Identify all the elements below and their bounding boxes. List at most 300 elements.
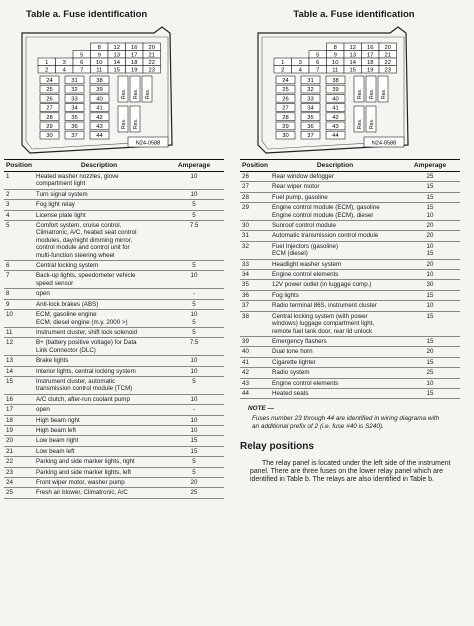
fuse-number: 41	[96, 105, 103, 112]
table-row	[240, 270, 460, 280]
fuse-amperage	[400, 311, 460, 336]
fuse-number: 33	[307, 96, 314, 103]
fuse-number: 25	[46, 87, 53, 94]
description-line: Engine control elements	[272, 271, 339, 279]
fuse-number: 26	[282, 96, 289, 103]
fuse-position: 18	[4, 415, 34, 425]
fuse-amperage	[164, 457, 224, 467]
fuse-amperage	[400, 347, 460, 357]
fuse-number: 1	[45, 59, 49, 66]
fuse-amperage	[164, 221, 224, 261]
description-line: Dual tone horn	[272, 348, 313, 356]
fuse-number: 8	[333, 44, 337, 51]
fuse-amperage	[164, 299, 224, 309]
fuse-position: 25	[4, 488, 34, 498]
fuse-position: 23	[4, 467, 34, 477]
fuse-number: 39	[96, 87, 103, 94]
description-line: Link Connector (DLC)	[36, 346, 96, 354]
fuse-number: 37	[71, 133, 78, 140]
fuse-description	[34, 289, 164, 299]
table-row	[240, 231, 460, 241]
fuse-table-right	[240, 159, 460, 399]
fuse-number: 25	[282, 87, 289, 94]
fuse-number: 22	[384, 59, 391, 66]
description-line: Back-up lights, speedometer vehicle	[36, 272, 136, 280]
fuse-description	[270, 301, 400, 311]
description-line: High beam right	[36, 416, 80, 424]
fuse-position: 17	[4, 405, 34, 415]
fuse-description	[270, 270, 400, 280]
amperage-value: 20	[426, 260, 434, 268]
amperage-value: 10	[190, 367, 198, 375]
header-position: Position	[240, 160, 270, 172]
amperage-value: 10	[426, 271, 434, 279]
amperage-value: 15	[426, 193, 434, 201]
fuse-description	[34, 488, 164, 498]
reserve-label: Res.	[121, 88, 127, 99]
fuse-number: 27	[46, 105, 53, 112]
reserve-label: Res.	[357, 88, 363, 99]
amperage-value: 15	[426, 312, 434, 320]
fuse-description	[270, 311, 400, 336]
fuse-number: 15	[349, 67, 356, 74]
fuse-position: 14	[4, 366, 34, 376]
fuse-description	[34, 271, 164, 289]
description-line: Fog light relay	[36, 201, 75, 209]
fuse-number: 7	[316, 67, 320, 74]
fuse-position: 8	[4, 289, 34, 299]
description-line: Interior lights, central locking system	[36, 367, 136, 375]
fuse-amperage	[400, 388, 460, 398]
amperage-value: 20	[190, 479, 198, 486]
table-row	[4, 436, 224, 446]
fuse-description	[34, 366, 164, 376]
fuse-description	[270, 368, 400, 378]
description-line: Low beam left	[36, 447, 75, 455]
fuse-panel-svg-right	[240, 23, 468, 159]
fuse-description	[34, 425, 164, 435]
fuse-description	[270, 203, 400, 221]
fuse-description	[270, 182, 400, 192]
description-line: Radio system	[272, 369, 310, 377]
fuse-description	[34, 310, 164, 328]
fuse-amperage	[400, 280, 460, 290]
amperage-value: 15	[426, 183, 434, 191]
fuse-number: 4	[62, 67, 66, 74]
fuse-position: 11	[4, 327, 34, 337]
amperage-value: 10	[190, 416, 198, 424]
fuse-table-body-left	[4, 172, 224, 499]
fuse-description	[270, 336, 400, 346]
fuse-position: 36	[240, 290, 270, 300]
fuse-amperage	[164, 210, 224, 220]
fuse-description	[34, 405, 164, 415]
amperage-value: 15	[190, 437, 198, 445]
fuse-position: 6	[4, 261, 34, 271]
description-line: Comfort system, cruise control,	[36, 222, 122, 230]
description-line: modules, day/night dimming mirror,	[36, 236, 133, 244]
fuse-number: 36	[71, 124, 78, 130]
amperage-value: 5	[192, 377, 196, 385]
table-row	[4, 356, 224, 366]
table-row	[240, 388, 460, 398]
description-line: ECM, gasoline engine	[36, 311, 97, 319]
fuse-amperage	[164, 289, 224, 299]
fuse-amperage	[164, 405, 224, 415]
amperage-value: 15	[426, 204, 434, 212]
fuse-number: 42	[96, 114, 103, 121]
description-line: control module and control unit for	[36, 244, 130, 252]
description-line: Fuel pump, gasoline	[272, 193, 328, 201]
diagram-caption: N24-0588	[135, 140, 161, 147]
table-row	[240, 192, 460, 202]
amperage-value: 25	[190, 489, 198, 497]
description-line: Sunroof control module	[272, 222, 336, 230]
fuse-number: 23	[384, 67, 391, 74]
fuse-number: 40	[332, 96, 339, 103]
fuse-position: 38	[240, 311, 270, 336]
fuse-number: 16	[367, 44, 374, 51]
reserve-label: Res.	[369, 88, 375, 99]
fuse-amperage	[164, 488, 224, 498]
table-row	[4, 457, 224, 467]
fuse-amperage	[400, 241, 460, 259]
table-row	[240, 241, 460, 259]
fuse-position: 34	[240, 270, 270, 280]
fuse-amperage	[164, 467, 224, 477]
fuse-number: 35	[307, 114, 314, 121]
fuse-amperage	[400, 221, 460, 231]
description-line: Fuel Injectors (gasoline)	[272, 242, 339, 250]
description-line: Climatronic, A/C, heated seat control	[36, 229, 137, 237]
fuse-position: 37	[240, 301, 270, 311]
fuse-number: 17	[367, 52, 374, 59]
amperage-value: 20	[426, 232, 434, 240]
amperage-value: 10	[426, 379, 434, 387]
fuse-position: 1	[4, 172, 34, 190]
table-row	[240, 203, 460, 221]
amperage-value: 5	[192, 468, 196, 476]
description-line: Automatic transmission control module	[272, 232, 379, 240]
fuse-position: 35	[240, 280, 270, 290]
fuse-number: 32	[307, 87, 314, 94]
reserve-label: Res.	[121, 118, 127, 129]
fuse-amperage	[400, 301, 460, 311]
fuse-position: 3	[4, 200, 34, 210]
fuse-amperage	[400, 270, 460, 280]
amperage-value: 10	[190, 173, 198, 180]
fuse-position: 22	[4, 457, 34, 467]
table-row	[240, 221, 460, 231]
left-column	[4, 0, 232, 499]
reserve-label: Res.	[133, 88, 139, 99]
fuse-description	[34, 436, 164, 446]
fuse-position: 19	[4, 425, 34, 435]
left-table-title: Table a. Fuse identification	[26, 9, 148, 20]
fuse-number: 22	[148, 59, 155, 66]
description-line: Rear wiper motor	[272, 183, 320, 191]
description-line: Parking and side marker lights, left	[36, 468, 131, 476]
fuse-position: 7	[4, 271, 34, 289]
fuse-number: 18	[131, 59, 138, 66]
fuse-position: 28	[240, 192, 270, 202]
description-line: Front wiper motor, washer pump	[36, 479, 125, 486]
table-row	[240, 301, 460, 311]
reserve-label: Res.	[369, 118, 375, 129]
header-description: Description	[270, 160, 400, 172]
fuse-number: 14	[349, 59, 356, 66]
fuse-number: 2	[281, 67, 285, 74]
right-table-title: Table a. Fuse identification	[293, 9, 415, 20]
table-row	[4, 289, 224, 299]
amperage-value: 10	[190, 190, 198, 198]
reserve-label: Res.	[145, 88, 151, 99]
fuse-number: 35	[71, 114, 78, 121]
fuse-number: 5	[80, 52, 84, 59]
description-line: remote fuel tank door, rear lid unlock	[272, 327, 373, 335]
description-line: High beam left	[36, 426, 76, 434]
fuse-number: 34	[307, 105, 314, 112]
fuse-number: 41	[332, 105, 339, 112]
fuse-number: 15	[113, 67, 120, 74]
fuse-amperage	[164, 338, 224, 356]
amperage-value: -	[192, 290, 196, 298]
table-row	[4, 221, 224, 261]
table-row	[240, 290, 460, 300]
fuse-position: 39	[240, 336, 270, 346]
table-row	[4, 376, 224, 394]
fuse-description	[34, 415, 164, 425]
fuse-table-body-right	[240, 172, 460, 399]
description-line: windows) luggage compartment light,	[272, 320, 375, 328]
fuse-number: 13	[349, 52, 356, 59]
description-line: open	[36, 290, 50, 298]
table-row	[240, 259, 460, 269]
fuse-amperage	[164, 394, 224, 404]
fuse-number: 12	[113, 44, 120, 51]
fuse-position: 31	[240, 231, 270, 241]
fuse-number: 12	[349, 44, 356, 51]
table-row	[4, 261, 224, 271]
fuse-description	[34, 478, 164, 488]
fuse-amperage	[400, 203, 460, 221]
note-block	[240, 405, 468, 430]
fuse-amperage	[164, 436, 224, 446]
fuse-position: 10	[4, 310, 34, 328]
fuse-description	[270, 347, 400, 357]
note-heading: NOTE —	[248, 405, 274, 413]
fuse-number: 29	[46, 124, 53, 130]
fuse-description	[270, 231, 400, 241]
amperage-value: 5	[192, 318, 196, 326]
table-row	[4, 415, 224, 425]
fuse-number: 28	[282, 114, 289, 121]
description-line: Instrument cluster, shift lock solenoid	[36, 328, 138, 336]
fuse-amperage	[164, 415, 224, 425]
reserve-label: Res.	[357, 118, 363, 129]
description-line: transmission control module (TCM)	[36, 385, 133, 393]
fuse-number: 7	[80, 67, 84, 74]
diagram-caption: N24-0588	[371, 140, 397, 147]
fuse-number: 5	[316, 52, 320, 59]
fuse-amperage	[164, 310, 224, 328]
table-row	[4, 310, 224, 328]
description-line: Parking and side marker lights, right	[36, 458, 135, 466]
fuse-description	[34, 200, 164, 210]
fuse-position: 16	[4, 394, 34, 404]
table-row	[240, 311, 460, 336]
fuse-number: 34	[71, 105, 78, 112]
fuse-position: 44	[240, 388, 270, 398]
fuse-amperage	[164, 376, 224, 394]
description-line: open	[36, 406, 50, 414]
amperage-value: 15	[426, 291, 434, 299]
fuse-position: 30	[240, 221, 270, 231]
fuse-number: 38	[332, 78, 339, 84]
fuse-number: 44	[332, 133, 339, 140]
fuse-amperage	[164, 189, 224, 199]
fuse-description	[34, 221, 164, 261]
header-position: Position	[4, 160, 34, 172]
fuse-number: 20	[384, 44, 391, 51]
description-line: Rear window defogger	[272, 173, 334, 180]
fuse-amperage	[164, 425, 224, 435]
table-row	[240, 182, 460, 192]
fuse-description	[270, 259, 400, 269]
fuse-position: 40	[240, 347, 270, 357]
fuse-number: 37	[307, 133, 314, 140]
description-line: multi-function steering wheel	[36, 251, 115, 259]
fuse-amperage	[164, 356, 224, 366]
fuse-position: 41	[240, 357, 270, 367]
amperage-value: 15	[190, 447, 198, 455]
table-row	[4, 271, 224, 289]
fuse-number: 10	[332, 59, 339, 66]
amperage-value: 15	[426, 389, 434, 397]
header-amperage: Amperage	[164, 160, 224, 172]
description-line: Fog lights	[272, 291, 299, 299]
fuse-description	[34, 327, 164, 337]
fuse-number: 24	[46, 78, 53, 84]
fuse-position: 43	[240, 378, 270, 388]
header-amperage: Amperage	[400, 160, 460, 172]
fuse-position: 29	[240, 203, 270, 221]
fuse-description	[34, 356, 164, 366]
amperage-value: 5	[192, 201, 196, 209]
fuse-number: 4	[298, 67, 302, 74]
fuse-description	[34, 376, 164, 394]
fuse-amperage	[164, 271, 224, 289]
fuse-amperage	[400, 368, 460, 378]
description-line: Engine control elements	[272, 379, 339, 387]
fuse-number: 11	[332, 67, 339, 74]
note-body: Fuses number 23 through 44 are identified in wiring diagrama with an additional prefix of 2 (i.e. fuse #40 is S240).	[252, 415, 440, 430]
description-line: Central locking system	[36, 262, 99, 270]
fuse-position: 24	[4, 478, 34, 488]
fuse-number: 14	[113, 59, 120, 66]
fuse-number: 2	[45, 67, 49, 74]
fuse-amperage	[400, 192, 460, 202]
fuse-description	[270, 192, 400, 202]
description-line: Central locking system (with power	[272, 312, 368, 320]
fuse-amperage	[400, 259, 460, 269]
fuse-number: 3	[62, 59, 66, 66]
table-row	[4, 189, 224, 199]
amperage-value: -	[192, 406, 196, 414]
amperage-value: 5	[192, 328, 196, 336]
fuse-description	[34, 457, 164, 467]
amperage-value: 15	[426, 358, 434, 366]
description-line: Instrument cluster, automatic	[36, 377, 116, 385]
amperage-value: 30	[426, 281, 434, 289]
fuse-number: 31	[71, 78, 78, 84]
fuse-position: 15	[4, 376, 34, 394]
fuse-description	[270, 241, 400, 259]
table-row	[4, 446, 224, 456]
amperage-value: 7.5	[189, 222, 199, 230]
fuse-number: 19	[367, 67, 374, 74]
description-line: 12V power outlet (in luggage comp.)	[272, 281, 372, 289]
header-description: Description	[34, 160, 164, 172]
table-row	[4, 172, 224, 190]
fuse-number: 28	[46, 114, 53, 121]
amperage-value: 5	[192, 262, 196, 270]
fuse-amperage	[400, 172, 460, 182]
amperage-value: 20	[426, 222, 434, 230]
fuse-amperage	[164, 172, 224, 190]
table-row	[4, 405, 224, 415]
description-line: License plate light	[36, 211, 86, 219]
fuse-amperage	[400, 336, 460, 346]
fuse-number: 27	[282, 105, 289, 112]
fuse-description	[270, 221, 400, 231]
description-line: Cigarette lighter	[272, 358, 316, 366]
fuse-description	[270, 388, 400, 398]
table-row	[4, 394, 224, 404]
table-row	[4, 210, 224, 220]
amperage-value: 15	[426, 250, 434, 258]
fuse-description	[34, 172, 164, 190]
description-line: compartment light	[36, 180, 86, 188]
table-row	[4, 327, 224, 337]
fuse-description	[270, 172, 400, 182]
table-row	[240, 347, 460, 357]
table-row	[240, 336, 460, 346]
fuse-number: 9	[97, 52, 101, 59]
reserve-label: Res.	[133, 118, 139, 129]
fuse-description	[34, 338, 164, 356]
fuse-description	[270, 357, 400, 367]
fuse-description	[34, 394, 164, 404]
description-line: Emergency flashers	[272, 337, 327, 345]
table-row	[4, 425, 224, 435]
description-line: Low beam right	[36, 437, 79, 445]
fuse-panel-diagram-right	[240, 23, 468, 159]
table-row	[240, 280, 460, 290]
amperage-value: 10	[426, 211, 434, 219]
fuse-table-left	[4, 159, 224, 499]
fuse-position: 2	[4, 189, 34, 199]
amperage-value: 10	[190, 311, 198, 319]
fuse-number: 21	[384, 52, 391, 59]
fuse-amperage	[164, 446, 224, 456]
amperage-value: 10	[190, 395, 198, 403]
right-column	[240, 0, 468, 484]
amperage-value: 5	[192, 300, 196, 308]
fuse-number: 6	[80, 59, 84, 66]
description-line: Heated washer nozzles, glove	[36, 173, 119, 180]
description-line: Radio terminal 86S, instrument cluster	[272, 302, 377, 310]
